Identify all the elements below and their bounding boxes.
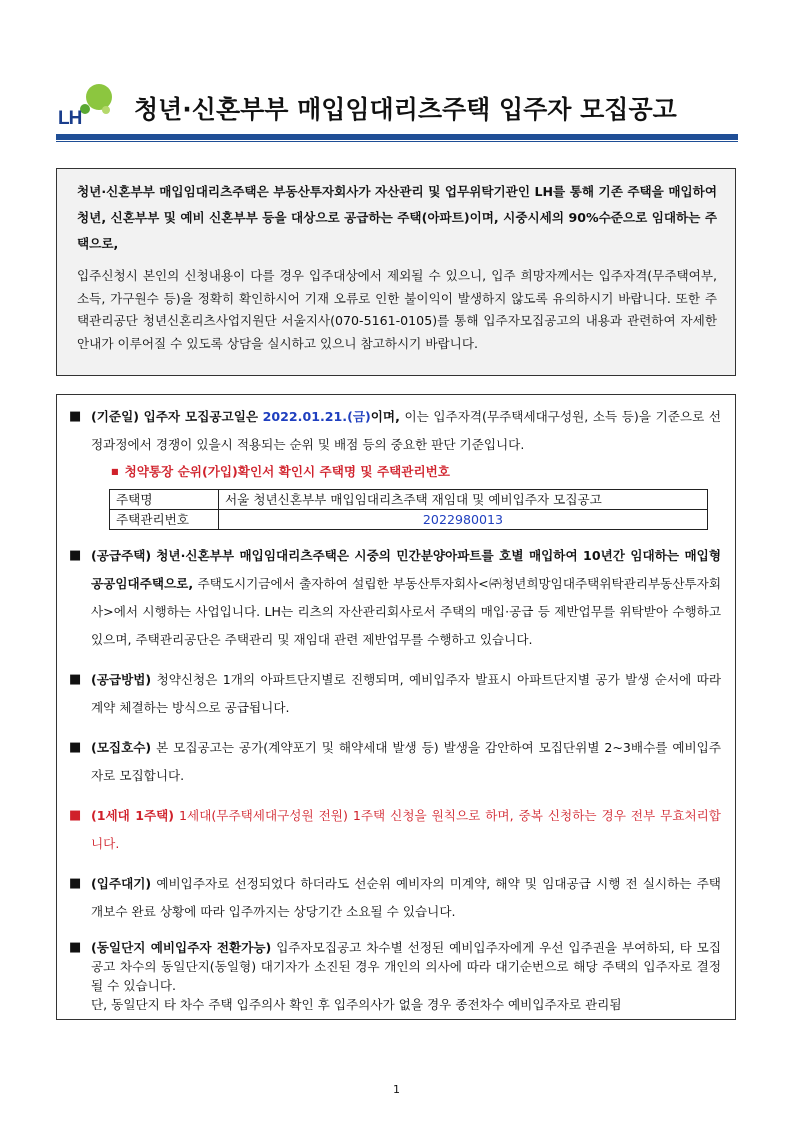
sub-note [91, 461, 721, 483]
table-cell-key: 주택관리번호 [110, 510, 219, 530]
logo-tiny-circle [102, 106, 110, 114]
table-cell-value: 2022980013 [219, 510, 708, 530]
table-cell-value: 서울 청년신혼부부 매입임대리츠주택 재임대 및 예비입주자 모집공고 [219, 490, 708, 510]
transfer-text: 입주자모집공고 차수별 선정된 예비입주자에게 우선 입주권을 부여하되, 타 모집공고 차수의 동일단지(동일형) 대기자가 소진된 경우 개인의 의사에 따라 대기순번으로 해당 주택의 입주자로 결정될 수 있습니다. [91, 940, 721, 993]
supply-method-text: 청약신청은 1개의 아파트단지별로 진행되며, 예비입주자 발표시 아파트단지별 공가 발생 순서에 따라 계약 체결하는 방식으로 공급됩니다. [91, 672, 721, 715]
square-bullet-icon: ■ [69, 740, 82, 755]
table-row [110, 510, 708, 530]
item-supply-method [69, 666, 721, 722]
transfer-note: 단, 동일단지 타 차수 주택 입주의사 확인 후 입주의사가 없을 경우 종전차수 예비입주자로 관리됨 [91, 997, 622, 1012]
intro-bold-text: 청년·신혼부부 매입임대리츠주택은 부동산투자회사가 자산관리 및 업무위탁기관인 LH를 통해 기존 주택을 매입하여 청년, 신혼부부 및 예비 신혼부부 등을 대상으로 공급하는 주택(아파트)이며, 시중시세의 90%수준으로 임대하는 주택으로, [77, 184, 717, 251]
item-label: (기준일) [91, 409, 140, 424]
sub-note-text: 청약통장 순위(가입)확인서 확인시 주택명 및 주택관리번호 [124, 464, 450, 479]
details-box [56, 394, 736, 1020]
square-bullet-icon: ■ [69, 876, 82, 891]
item-supply-housing [69, 542, 721, 654]
intro-box [56, 168, 736, 376]
item-one-house [69, 802, 721, 858]
base-date-text-b: 이며, [370, 409, 400, 424]
item-base-date [69, 403, 721, 530]
page-number: 1 [393, 1083, 400, 1096]
item-label: (공급방법) [91, 672, 152, 687]
page-title: 청년·신혼부부 매입임대리츠주택 입주자 모집공고 [134, 95, 677, 124]
base-date-text-a: 입주자 모집공고일은 [143, 409, 259, 424]
item-label: (입주대기) [91, 876, 152, 891]
title-rule-thin [56, 141, 738, 142]
item-label: (동일단지 예비입주자 전환가능) [91, 940, 272, 955]
supply-housing-text: 주택도시기금에서 출자하여 설립한 부동산투자회사<㈜청년희망임대주택위탁관리부동산투자회사>에서 시행하는 사업입니다. LH는 리츠의 자산관리회사로서 주택의 매입·공급 등 제반업무를 위탁받아 수행하고 있으며, 주택관리공단은 주택관리 및 재임대 관련 제반업무를 수행하고 있습니다. [91, 576, 721, 647]
intro-body-text: 입주신청시 본인의 신청내용이 다를 경우 입주대상에서 제외될 수 있으니, 입주 희망자께서는 입주자격(무주택여부, 소득, 가구원수 등)을 정확히 확인하시어 기재 오류로 인한 불이익이 발생하지 않도록 유의하시기 바랍니다. 또한 주택관리공단 청년신혼리츠사업지원단 서울지사(070-5161-0105)를 통해 입주자모집공고의 내용과 관련하여 자세한 안내가 이루어질 수 있도록 상담을 실시하고 있으니 참고하시기 바랍니다. [77, 268, 717, 351]
logo-text: LH [58, 108, 82, 129]
recruit-count-text: 본 모집공고는 공가(계약포기 및 해약세대 발생 등) 발생을 감안하여 모집단위별 2~3배수를 예비입주자로 모집합니다. [91, 740, 721, 783]
lh-logo [56, 84, 128, 132]
one-house-text: 1세대(무주택세대구성원 전원) 1주택 신청을 원칙으로 하며, 중복 신청하는 경우 전부 무효처리합니다. [91, 808, 721, 851]
item-waiting [69, 870, 721, 926]
waiting-text: 예비입주자로 선정되었다 하더라도 선순위 예비자의 미계약, 해약 및 임대공급 시행 전 실시하는 주택 개보수 완료 상황에 따라 입주까지는 상당기간 소요될 수 있습니다. [91, 876, 721, 919]
square-bullet-icon: ■ [69, 548, 82, 563]
square-bullet-icon: ■ [69, 409, 82, 424]
item-recruit-count [69, 734, 721, 790]
table-row [110, 490, 708, 510]
table-cell-key: 주택명 [110, 490, 219, 510]
square-bullet-icon: ■ [69, 672, 82, 687]
item-label: (공급주택) [91, 548, 152, 563]
item-label: (1세대 1주택) [91, 808, 175, 823]
logo-small-circle [80, 104, 90, 114]
small-square-bullet-icon: ■ [111, 467, 119, 476]
base-date-text-c: 이는 입주자격(무주택세대구성원, 소득 등)을 기준으로 선정과정에서 경쟁이 있을시 적용되는 순위 및 배점 등의 중요한 판단 기준입니다. [91, 409, 721, 452]
base-date-value: 2022.01.21.(금) [262, 409, 371, 424]
supply-housing-bold-text: 청년·신혼부부 매입임대리츠주택은 시중의 민간분양아파트를 호별 매입하여 10년간 임대하는 매입형 공공임대주택으로, [91, 548, 721, 591]
square-bullet-icon: ■ [69, 808, 82, 823]
square-bullet-icon: ■ [69, 940, 82, 955]
title-rule [56, 134, 738, 140]
item-transfer [69, 938, 721, 1014]
housing-info-table [109, 489, 708, 530]
item-label: (모집호수) [91, 740, 152, 755]
